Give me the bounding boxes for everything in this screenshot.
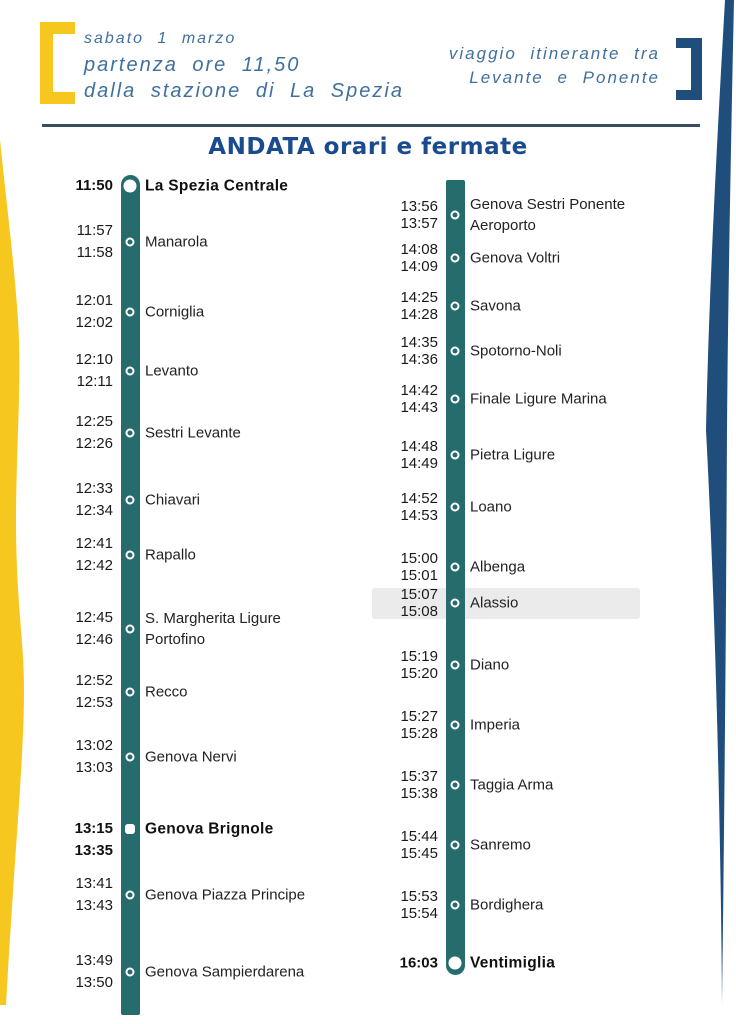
date-line: sabato 1 marzo [84,30,237,47]
departure-line: partenza ore 11,50 [84,54,301,76]
stop-name: Pietra Ligure [470,446,556,464]
stop-name: Genova Voltri [470,249,561,267]
stop-marker-icon [124,180,137,193]
stop-times: 12:25 12:26 [75,413,113,452]
left-yellow-ribbon [0,140,24,1005]
stop-name: Levanto [145,362,199,380]
stop-name: Spotorno-Noli [470,342,562,360]
stop-times: 12:45 12:46 [75,609,113,648]
stop-name: Genova Piazza Principe [145,886,306,904]
stop-name: S. Margherita Ligure Portofino [145,610,281,648]
stop-marker-icon [451,599,460,608]
stop-marker-icon [451,721,460,730]
station-line: dalla stazione di La Spezia [84,80,404,102]
stop-name: Alassio [470,594,519,612]
stop-times: 15:37 15:38 [400,768,438,802]
stop-name: Manarola [145,233,208,251]
stop-name: Sestri Levante [145,424,241,442]
stop-times: 12:10 12:11 [75,351,113,390]
stop-marker-icon [126,968,135,977]
stop-times: 15:44 15:45 [400,828,438,862]
trip-line-2: Levante e Ponente [469,68,660,87]
stop-name: La Spezia Centrale [145,177,289,195]
stop-name: Diano [470,656,510,674]
stop-name: Genova Sampierdarena [145,963,305,981]
page-title: ANDATA orari e fermate [208,134,528,160]
stop-marker-icon [449,957,462,970]
stop-times: 12:33 12:34 [75,480,113,519]
stop-marker-icon [451,781,460,790]
stop-times: 12:41 12:42 [75,535,113,574]
stop-times: 14:48 14:49 [400,438,438,472]
stop-name: Genova Nervi [145,748,237,766]
stop-marker-icon [451,841,460,850]
stop-times: 13:02 13:03 [75,737,113,776]
timeline-column-right [365,0,695,1024]
stop-marker-icon [126,429,135,438]
stop-name: Loano [470,498,512,516]
stop-times: 15:00 15:01 [400,550,438,584]
timeline-column-left [40,0,370,1024]
stop-marker-icon [451,211,460,220]
stop-marker-icon [126,238,135,247]
stop-times: 12:52 12:53 [75,672,113,711]
stop-name: Imperia [470,716,521,734]
stop-times: 13:49 13:50 [75,952,113,991]
stop-marker-icon [126,625,135,634]
stop-times: 13:56 13:57 [400,198,438,232]
stop-marker-icon [451,661,460,670]
stop-times: 12:01 12:02 [75,292,113,331]
stop-marker-icon [451,563,460,572]
stop-marker-icon [451,503,460,512]
stop-times: 14:25 14:28 [400,289,438,323]
stop-name: Finale Ligure Marina [470,390,607,408]
stop-times: 14:08 14:09 [400,241,438,275]
stop-times: 14:35 14:36 [400,334,438,368]
stop-name: Genova Sestri Ponente Aeroporto [470,196,626,234]
stop-times: 15:07 15:08 [400,586,438,620]
stop-marker-icon [126,496,135,505]
stop-marker-icon [126,891,135,900]
stop-name: Corniglia [145,303,205,321]
stop-times: 14:52 14:53 [400,490,438,524]
stop-marker-icon [451,451,460,460]
stop-name: Chiavari [145,491,201,509]
stop-times: 13:15 13:35 [74,820,113,859]
stop-times: 14:42 14:43 [400,382,438,416]
stop-times: 11:57 11:58 [76,222,113,261]
stop-marker-icon [451,347,460,356]
stop-times: 13:41 13:43 [75,875,113,914]
trip-line-1: viaggio itinerante tra [448,44,660,63]
stop-times: 16:03 [399,954,438,972]
stop-marker-icon [451,395,460,404]
stop-marker-icon [451,254,460,263]
stop-marker-icon [125,824,135,834]
stop-times: 15:27 15:28 [400,708,438,742]
stop-name: Genova Brignole [145,820,274,838]
stop-times: 15:53 15:54 [400,888,438,922]
stop-name: Sanremo [470,836,531,854]
stop-marker-icon [451,302,460,311]
stop-name: Recco [145,683,188,701]
stop-name: Bordighera [470,896,544,914]
stop-marker-icon [126,688,135,697]
stop-marker-icon [126,753,135,762]
stop-name: Taggia Arma [470,776,554,794]
stop-name: Savona [470,297,521,315]
stop-marker-icon [451,901,460,910]
stop-marker-icon [126,308,135,317]
stop-times: 15:19 15:20 [400,648,438,682]
stop-marker-icon [126,367,135,376]
stop-marker-icon [126,551,135,560]
stop-times: 11:50 [75,177,113,194]
stop-name: Albenga [470,558,526,576]
stop-name: Ventimiglia [470,954,556,972]
stop-name: Rapallo [145,546,196,564]
